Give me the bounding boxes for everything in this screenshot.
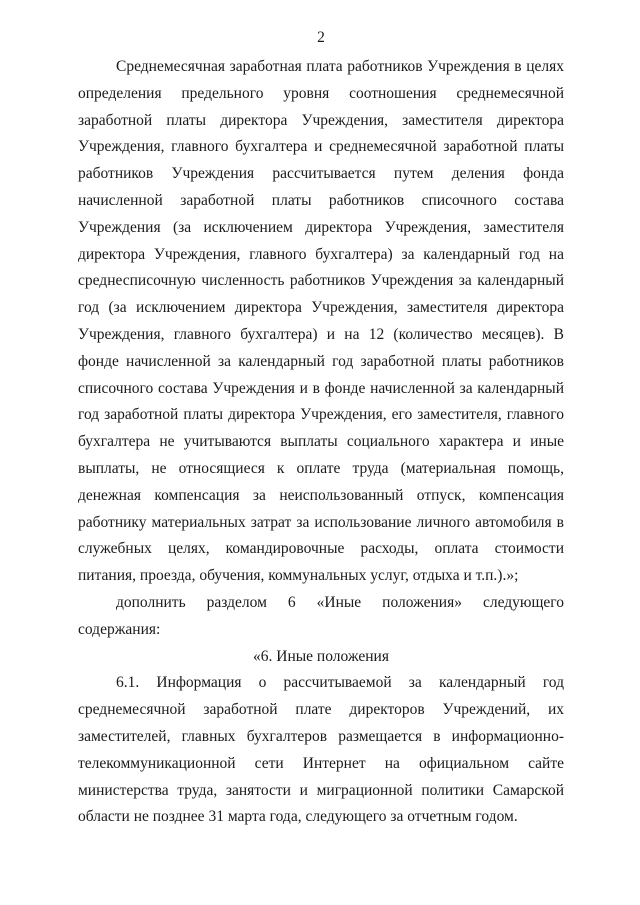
paragraph-average-salary: Среднемесячная заработная плата работников Учреждения в целях определения предельного уровня соотношения среднемесячной заработной платы директора Учреждения, заместителя директора Учреждения, главного бухгалтера и среднемесячной заработной платы работников Учреждения рассчитывается путем деления фонда начисленной заработной платы работников списочного состава Учреждения (за исключением директора Учреждения, заместителя директора Учреждения, главного бухгалтера) за календарный год на среднесписочную численность работников Учреждения за календарный год (за исключением директора Учреждения, заместителя директора Учреждения, главного бухгалтера) и на 12 (количество месяцев). В фонде начисленной за календарный год заработной платы работников списочного состава Учреждения и в фонде начисленной за календарный год заработной платы директора Учреждения, его заместителя, главного бухгалтера не учитываются выплаты социального характера и иные выплаты, не относящиеся к оплате труда (материальная помощь, денежная компенсация за неиспользованный отпуск, компенсация работнику материальных затрат за использование личного автомобиля в служебных целях, командировочные расходы, оплата стоимости питания, проезда, обучения, коммунальных услуг, отдыха и т.п.).»; bbox=[78, 58, 564, 585]
section-heading: «6. Иные положения bbox=[253, 647, 389, 665]
paragraph-section-6-1: 6.1. Информация о рассчитываемой за календарный год среднемесячной заработной плате директоров Учреждений, их заместителей, главных бухгалтеров размещается в информационно-телекоммуникационной сети Интернет на официальном сайте министерства труда, занятости и миграционной политики Самарской области не позднее 31 марта года, следующего за отчетным годом. bbox=[78, 674, 564, 826]
document-page bbox=[78, 28, 564, 831]
page-number: 2 bbox=[317, 29, 325, 46]
paragraph-add-section: дополнить разделом 6 «Иные положения» следующего содержания: bbox=[78, 593, 564, 638]
